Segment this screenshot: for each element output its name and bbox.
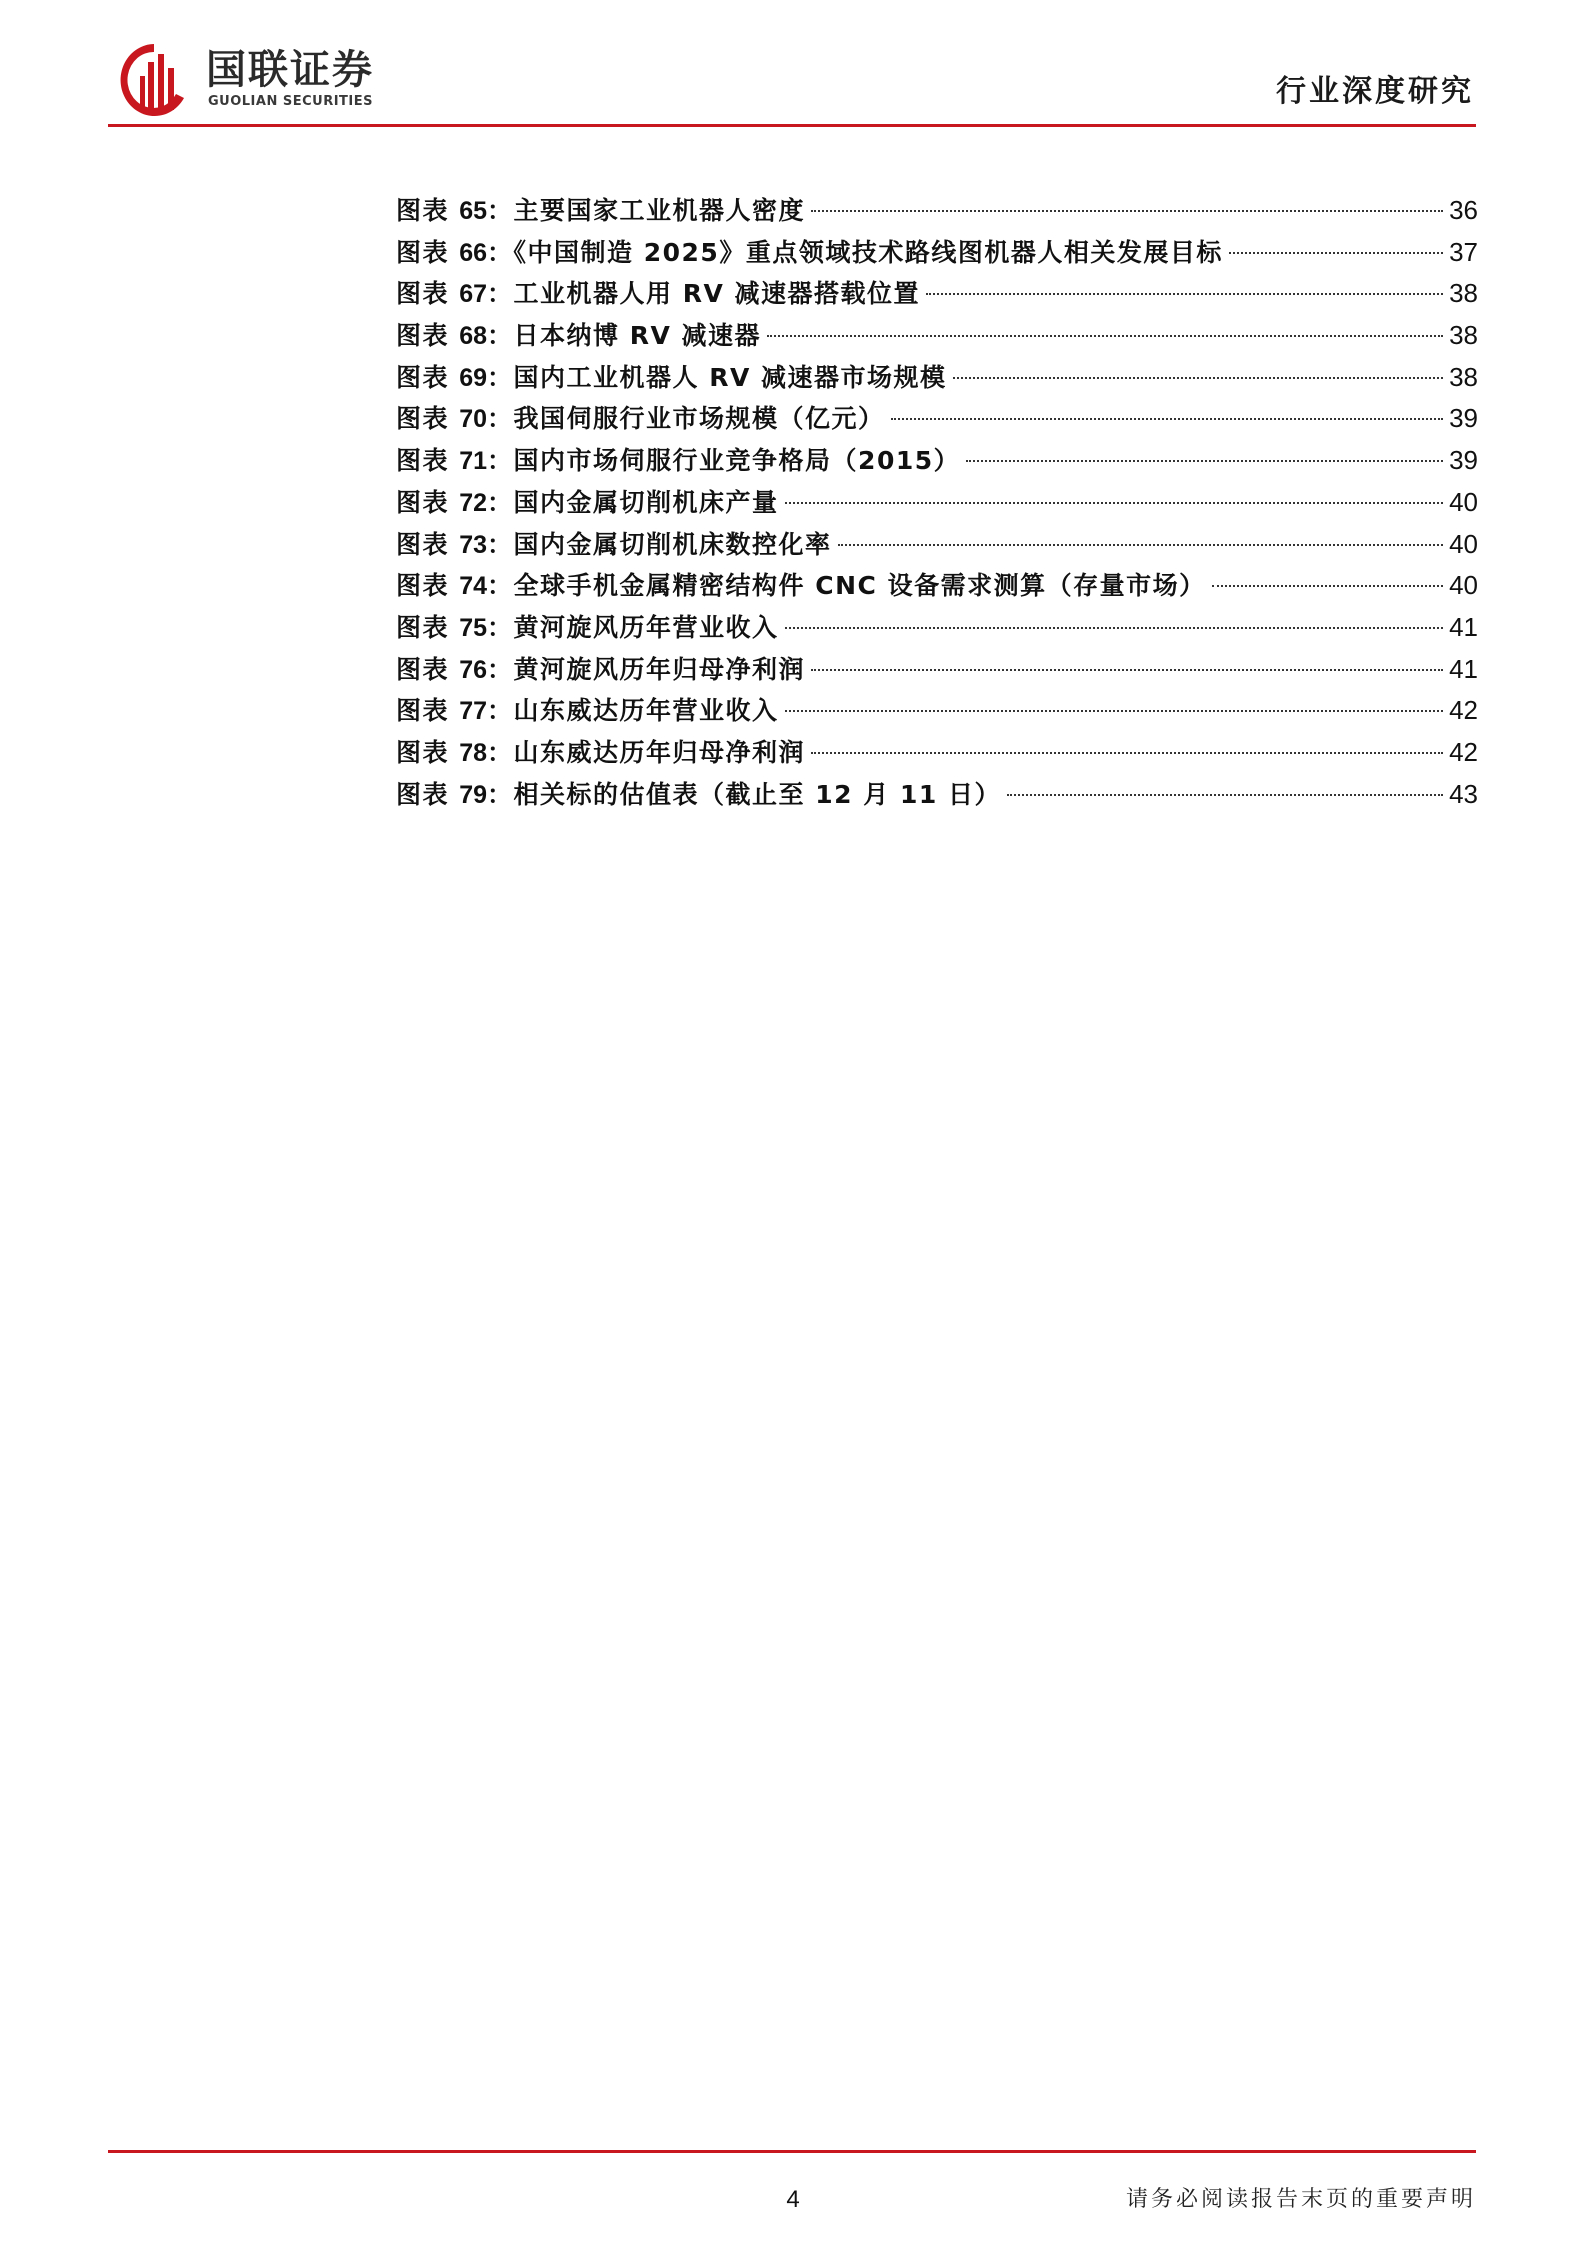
- toc-entry-page: 39: [1449, 445, 1478, 476]
- logo-english-name: GUOLIAN SECURITIES: [208, 94, 373, 109]
- toc-entry-prefix: 图表: [396, 529, 460, 559]
- toc-entry-colon: ：: [487, 696, 514, 726]
- toc-entry-leader-dots: [811, 669, 1443, 671]
- toc-entry[interactable]: [396, 398, 1478, 440]
- toc-entry-label: [396, 273, 920, 316]
- toc-entry-prefix: 图表: [396, 487, 460, 517]
- toc-entry-page: 39: [1449, 403, 1478, 434]
- toc-entry-colon: ：: [487, 321, 514, 351]
- toc-entry-leader-dots: [785, 627, 1444, 629]
- toc-entry-title: 《中国制造 2025》重点领域技术路线图机器人相关发展目标: [513, 237, 1223, 267]
- toc-entry-colon: ：: [487, 237, 514, 267]
- toc-entry-colon: ：: [487, 654, 514, 684]
- toc-entry-page: 38: [1449, 320, 1478, 351]
- toc-entry-colon: ：: [487, 571, 514, 601]
- toc-entry-label: [396, 232, 1223, 275]
- toc-entry[interactable]: [396, 440, 1478, 482]
- toc-entry-number: 69: [459, 363, 488, 392]
- toc-entry-page: 36: [1449, 195, 1478, 225]
- toc-entry[interactable]: [396, 524, 1478, 566]
- toc-entry-colon: ：: [487, 612, 514, 642]
- toc-entry-label: [396, 357, 947, 400]
- toc-entry-colon: ：: [487, 529, 514, 559]
- toc-entry-prefix: 图表: [396, 196, 460, 225]
- toc-entry-title: 国内工业机器人 RV 减速器市场规模: [513, 362, 947, 392]
- toc-entry-page: 40: [1449, 570, 1478, 601]
- toc-entry-colon: ：: [487, 446, 514, 476]
- toc-entry-label: [396, 524, 832, 567]
- toc-entry-title: 我国伺服行业市场规模（亿元）: [513, 404, 885, 434]
- logo-chinese-name: 国联证券: [206, 47, 374, 93]
- toc-entry-title: 全球手机金属精密结构件 CNC 设备需求测算（存量市场）: [513, 571, 1206, 601]
- toc-entry-number: 76: [459, 655, 488, 684]
- toc-entry-leader-dots: [838, 544, 1444, 546]
- toc-entry-number: 79: [459, 780, 488, 809]
- toc-entry-label: [396, 649, 805, 692]
- footer-disclaimer: 请务必阅读报告末页的重要声明: [1125, 2187, 1476, 2212]
- toc-entry-page: 41: [1449, 653, 1478, 684]
- toc-entry-leader-dots: [1212, 585, 1444, 587]
- toc-entry-leader-dots: [966, 460, 1443, 462]
- toc-entry-number: 71: [459, 447, 488, 476]
- toc-entry-label: [396, 732, 805, 775]
- toc-entry-title: 黄河旋风历年归母净利润: [513, 654, 806, 684]
- toc-entry[interactable]: [396, 273, 1478, 315]
- toc-entry-leader-dots: [785, 710, 1444, 712]
- toc-entry[interactable]: [396, 732, 1478, 774]
- toc-entry-title: 山东威达历年营业收入: [513, 696, 779, 726]
- toc-entry-colon: ：: [487, 362, 514, 392]
- toc-entry-prefix: 图表: [396, 654, 460, 684]
- toc-entry-prefix: 图表: [396, 404, 460, 434]
- toc-entry-leader-dots: [926, 293, 1443, 295]
- toc-entry[interactable]: [396, 190, 1478, 232]
- toc-entry-prefix: 图表: [396, 321, 460, 351]
- toc-entry[interactable]: [396, 607, 1478, 649]
- toc-entry-label: [396, 398, 885, 441]
- toc-entry-number: 67: [459, 280, 488, 309]
- header-divider: [108, 124, 1476, 127]
- toc-entry[interactable]: [396, 315, 1478, 357]
- toc-entry-label: [396, 482, 779, 525]
- toc-entry-prefix: 图表: [396, 279, 460, 309]
- toc-entry-label: [396, 690, 779, 733]
- toc-entry-number: 68: [459, 322, 488, 351]
- toc-entry-page: 42: [1449, 736, 1478, 767]
- toc-entry-leader-dots: [811, 210, 1443, 212]
- toc-entry-label: [396, 607, 779, 650]
- toc-entry[interactable]: [396, 565, 1478, 607]
- toc-entry-page: 40: [1449, 486, 1478, 517]
- footer-divider: [108, 2150, 1476, 2153]
- toc-entry-title: 相关标的估值表（截止至 12 月 11 日）: [513, 779, 1001, 809]
- page-number: 4: [786, 2186, 800, 2213]
- toc-entry-label: [396, 565, 1206, 608]
- toc-entry-page: 43: [1449, 778, 1478, 809]
- toc-entry-prefix: 图表: [396, 446, 460, 476]
- toc-entry-prefix: 图表: [396, 237, 460, 267]
- toc-entry-title: 日本纳博 RV 减速器: [513, 321, 762, 351]
- toc-entry-page: 42: [1449, 695, 1478, 726]
- toc-entry-leader-dots: [1229, 252, 1443, 254]
- toc-entry[interactable]: [396, 357, 1478, 399]
- toc-entry-leader-dots: [785, 502, 1444, 504]
- toc-entry-title: 国内市场伺服行业竞争格局（2015）: [513, 446, 961, 476]
- toc-entry-colon: ：: [487, 404, 514, 434]
- toc-entry-title: 国内金属切削机床数控化率: [513, 529, 832, 559]
- toc-entry-title: 国内金属切削机床产量: [513, 487, 779, 517]
- report-type: 行业深度研究: [1276, 74, 1474, 109]
- toc-entry-colon: ：: [487, 196, 514, 225]
- figure-table-of-contents: [396, 190, 1478, 815]
- toc-entry-number: 78: [459, 738, 488, 767]
- toc-entry-label: [396, 774, 1001, 817]
- toc-entry-number: 65: [459, 197, 488, 225]
- toc-entry-number: 73: [459, 530, 488, 559]
- toc-entry-label: [396, 440, 960, 483]
- toc-entry-number: 66: [459, 238, 488, 267]
- toc-entry-title: 山东威达历年归母净利润: [513, 737, 806, 767]
- toc-entry-label: [396, 315, 761, 358]
- toc-entry-prefix: 图表: [396, 612, 460, 642]
- toc-entry-page: 38: [1449, 278, 1478, 309]
- toc-entry[interactable]: [396, 482, 1478, 524]
- toc-entry-leader-dots: [891, 418, 1444, 420]
- toc-entry-prefix: 图表: [396, 779, 460, 809]
- toc-entry-number: 70: [459, 405, 488, 434]
- toc-entry-colon: ：: [487, 279, 514, 309]
- toc-entry-colon: ：: [487, 779, 514, 809]
- toc-entry-leader-dots: [1007, 794, 1443, 796]
- toc-entry[interactable]: [396, 649, 1478, 691]
- toc-entry-colon: ：: [487, 487, 514, 517]
- toc-entry-page: 40: [1449, 528, 1478, 559]
- page-header: [0, 0, 1586, 130]
- toc-entry-title: 黄河旋风历年营业收入: [513, 612, 779, 642]
- toc-entry-prefix: 图表: [396, 571, 460, 601]
- toc-entry-leader-dots: [811, 752, 1443, 754]
- toc-entry-leader-dots: [953, 377, 1444, 379]
- toc-entry-number: 74: [459, 572, 488, 601]
- toc-entry-page: 41: [1449, 611, 1478, 642]
- guolian-logo: [118, 40, 418, 120]
- toc-entry-leader-dots: [767, 335, 1443, 337]
- toc-entry-number: 72: [459, 488, 488, 517]
- toc-entry-prefix: 图表: [396, 737, 460, 767]
- toc-entry[interactable]: [396, 774, 1478, 816]
- toc-entry[interactable]: [396, 690, 1478, 732]
- guolian-logo-icon: [118, 40, 190, 120]
- toc-entry-title: 主要国家工业机器人密度: [513, 196, 806, 225]
- toc-entry-title: 工业机器人用 RV 减速器搭载位置: [513, 279, 921, 309]
- toc-entry-label: [396, 190, 805, 233]
- toc-entry-page: 38: [1449, 361, 1478, 392]
- toc-entry-page: 37: [1449, 236, 1478, 267]
- toc-entry-number: 75: [459, 613, 488, 642]
- toc-entry-prefix: 图表: [396, 696, 460, 726]
- toc-entry-colon: ：: [487, 737, 514, 767]
- toc-entry[interactable]: [396, 232, 1478, 274]
- toc-entry-prefix: 图表: [396, 362, 460, 392]
- toc-entry-number: 77: [459, 697, 488, 726]
